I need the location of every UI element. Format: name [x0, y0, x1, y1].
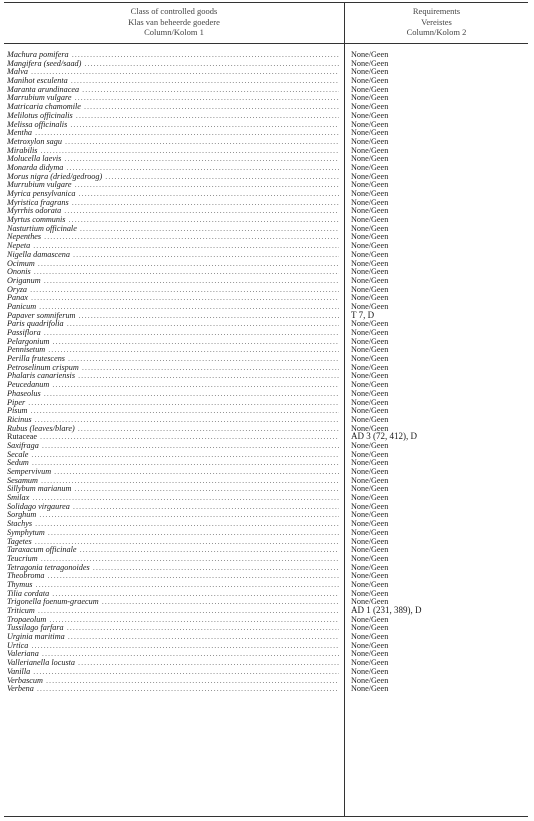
goods-class-cell: Panax ..... [7, 293, 339, 302]
requirement-cell: None/Geen [351, 501, 389, 511]
goods-class-cell: Monarda didyma ..... [7, 163, 339, 172]
goods-class-cell: Tropaeolum ..... [7, 615, 339, 624]
goods-class-cell: Myrrhis odorata ..... [7, 206, 339, 215]
requirement-cell: None/Geen [351, 388, 389, 398]
requirement-cell: None/Geen [351, 93, 389, 103]
requirement-cell: None/Geen [351, 397, 389, 407]
requirement-cell: None/Geen [351, 380, 389, 390]
goods-class-cell: Peucedanum ..... [7, 380, 339, 389]
header-col1-line-2: Klas van beheerde goedere [128, 16, 220, 27]
requirement-cell: None/Geen [351, 579, 389, 589]
requirement-cell: None/Geen [351, 267, 389, 277]
goods-class-cell: Urginia maritima ..... [7, 632, 339, 641]
goods-class-cell: Sillybum marianum ..... [7, 484, 339, 493]
requirement-cell: None/Geen [351, 206, 389, 216]
requirement-cell: None/Geen [351, 562, 389, 572]
requirement-cell: None/Geen [351, 119, 389, 129]
requirement-cell: None/Geen [351, 319, 389, 329]
goods-class-cell: Ricinus ..... [7, 415, 339, 424]
goods-class-cell: Pisum ..... [7, 406, 339, 415]
goods-class-cell: Sorghum ..... [7, 510, 339, 519]
goods-class-cell: Perilla frutescens ..... [7, 354, 339, 363]
goods-class-cell: Pennisetum ..... [7, 345, 339, 354]
requirement-cell: None/Geen [351, 423, 389, 433]
header-col1-line-3: Column/Kolom 1 [144, 27, 204, 37]
goods-class-cell: Melilotus officinalis ..... [7, 111, 339, 120]
goods-class-cell: Rubus (leaves/blare) ..... [7, 424, 339, 433]
goods-class-cell: Solidago virgaurea ..... [7, 502, 339, 511]
goods-class-cell: Taraxacum officinale ..... [7, 545, 339, 554]
header-col2-line-3: Column/Kolom 2 [406, 27, 467, 37]
requirement-cell: None/Geen [351, 414, 389, 424]
goods-class-cell: Phalaris canariensis ..... [7, 371, 339, 380]
goods-class-cell: Maranta arundinacea ..... [7, 85, 339, 94]
goods-class-cell: Tilia cordata ..... [7, 589, 339, 598]
goods-class-cell: Ocimum ..... [7, 259, 339, 268]
goods-class-cell: Thymus ..... [7, 580, 339, 589]
goods-class-cell: Urtica ..... [7, 641, 339, 650]
requirement-cell: T 7, D [351, 310, 375, 320]
requirement-cell: None/Geen [351, 527, 389, 537]
requirement-cell: None/Geen [351, 640, 389, 650]
goods-class-cell: Marrubium vulgare ..... [7, 93, 339, 102]
requirement-cell: None/Geen [351, 475, 389, 485]
requirement-cell: None/Geen [351, 284, 389, 294]
goods-class-cell: Stachys ..... [7, 519, 339, 528]
requirement-cell: None/Geen [351, 171, 389, 181]
requirement-cell: None/Geen [351, 614, 389, 624]
requirement-cell: None/Geen [351, 553, 389, 563]
requirement-cell: None/Geen [351, 336, 389, 346]
requirement-cell: AD 3 (72, 412), D [351, 432, 417, 442]
goods-class-cell: Vanilla ..... [7, 667, 339, 676]
requirement-cell: None/Geen [351, 362, 389, 372]
header-col2-line-1: Requirements [412, 6, 461, 16]
requirement-cell: None/Geen [351, 293, 389, 303]
requirement-cell: None/Geen [351, 571, 389, 581]
goods-class-cell: Myristica fragrans ..... [7, 198, 339, 207]
header-column-1 [4, 6, 344, 38]
requirement-cell: AD 1 (231, 389), D [351, 606, 422, 615]
goods-class-cell: Myrica pensylvanica ..... [7, 189, 339, 198]
requirement-cell: None/Geen [351, 232, 389, 242]
requirement-cell: None/Geen [351, 50, 389, 59]
goods-class-cell: Paris quadrifolia ..... [7, 319, 339, 328]
goods-class-cell: Manihot esculenta ..... [7, 76, 339, 85]
goods-class-cell: Tagetes ..... [7, 537, 339, 546]
goods-class-cell: Phaseolus ..... [7, 389, 339, 398]
requirement-cell: None/Geen [351, 632, 389, 642]
requirement-cell: None/Geen [351, 84, 389, 94]
goods-class-cell: Murrubium vulgare ..... [7, 180, 339, 189]
requirement-cell: None/Geen [351, 588, 389, 598]
goods-class-cell: Tetragonia tetragonoides ..... [7, 563, 339, 572]
goods-class-cell: Origanum ..... [7, 276, 339, 285]
requirement-cell: None/Geen [351, 354, 389, 364]
header-column-2 [345, 6, 528, 38]
requirement-cell: None/Geen [351, 128, 389, 138]
requirement-cell: None/Geen [351, 658, 389, 668]
goods-class-cell: Nasturtium officinale ..... [7, 224, 339, 233]
goods-class-cell: Triticum ..... [7, 606, 339, 615]
requirement-cell: None/Geen [351, 145, 389, 155]
requirement-cell: None/Geen [351, 301, 389, 311]
requirement-cell: None/Geen [351, 67, 389, 77]
requirement-cell: None/Geen [351, 249, 389, 259]
goods-class-cell: Verbascum ..... [7, 676, 339, 685]
goods-class-cell: Verbena ..... [7, 684, 339, 693]
goods-class-cell: Secale ..... [7, 450, 339, 459]
requirement-cell: None/Geen [351, 440, 389, 450]
requirement-cell: None/Geen [351, 597, 389, 607]
goods-class-cell: Nigella damascena ..... [7, 250, 339, 259]
requirement-cell: None/Geen [351, 666, 389, 676]
goods-class-cell: Mentha ..... [7, 128, 339, 137]
requirement-cell: None/Geen [351, 345, 389, 355]
goods-class-cell: Nepeta ..... [7, 241, 339, 250]
goods-class-cell: Mirabilis ..... [7, 146, 339, 155]
goods-class-cell: Malva ..... [7, 67, 339, 76]
table-row [4, 685, 528, 694]
goods-class-cell: Sesamum ..... [7, 476, 339, 485]
requirement-cell: None/Geen [351, 58, 389, 68]
requirement-cell: None/Geen [351, 458, 389, 468]
goods-class-cell: Oryza ..... [7, 285, 339, 294]
requirement-cell: None/Geen [351, 449, 389, 459]
goods-class-cell: Myrtus communis ..... [7, 215, 339, 224]
requirement-cell: None/Geen [351, 154, 389, 164]
goods-class-cell: Saxifraga ..... [7, 441, 339, 450]
requirement-cell: None/Geen [351, 371, 389, 381]
goods-class-cell: Smilax ..... [7, 493, 339, 502]
requirement-cell: None/Geen [351, 241, 389, 251]
controlled-goods-table [4, 2, 528, 817]
requirement-cell: None/Geen [351, 675, 389, 685]
requirement-cell: None/Geen [351, 545, 389, 555]
goods-class-cell: Petroselinum crispum ..... [7, 363, 339, 372]
requirement-cell: None/Geen [351, 189, 389, 198]
goods-class-cell: Piper ..... [7, 398, 339, 407]
requirement-cell: None/Geen [351, 649, 389, 659]
goods-class-cell: Ononis ..... [7, 267, 339, 276]
goods-class-cell: Tussilago farfara ..... [7, 623, 339, 632]
goods-class-cell: Papaver somniferum ..... [7, 311, 339, 320]
goods-class-cell: Passiflora ..... [7, 328, 339, 337]
goods-class-cell: Theobroma ..... [7, 571, 339, 580]
requirement-cell: None/Geen [351, 180, 389, 190]
requirement-cell: None/Geen [351, 162, 389, 172]
requirement-cell: None/Geen [351, 510, 389, 520]
goods-class-cell: Symphytum ..... [7, 528, 339, 537]
goods-class-cell: Trigonella foenum-graecum ..... [7, 597, 339, 606]
requirement-cell: None/Geen [351, 197, 389, 207]
requirement-cell: None/Geen [351, 623, 389, 633]
goods-class-cell: Rutaceae ..... [7, 432, 339, 441]
goods-class-cell: Mangifera (seed/saad) ..... [7, 59, 339, 68]
requirement-cell: None/Geen [351, 76, 389, 86]
goods-class-cell: Molucella laevis ..... [7, 154, 339, 163]
requirement-cell: None/Geen [351, 406, 389, 416]
goods-class-cell: Teucrium ..... [7, 554, 339, 563]
requirement-cell: None/Geen [351, 223, 389, 233]
goods-class-cell: Vallerianella locusta ..... [7, 658, 339, 667]
goods-class-cell: Valeriana ..... [7, 649, 339, 658]
requirement-cell: None/Geen [351, 258, 389, 268]
header-col2-line-2: Vereistes [421, 16, 452, 27]
goods-class-cell: Matricaria chamomile ..... [7, 102, 339, 111]
table-header [4, 2, 528, 44]
goods-class-cell: Morus nigra (dried/gedroog) ..... [7, 172, 339, 181]
goods-class-cell: Machura pomifera ..... [7, 50, 339, 59]
requirement-cell: None/Geen [351, 536, 389, 546]
goods-class-cell: Nepenthes ..... [7, 232, 339, 241]
requirement-cell: None/Geen [351, 519, 389, 529]
table-bottom-rule [4, 816, 528, 817]
requirement-cell: None/Geen [351, 110, 389, 120]
goods-class-cell: Melissa officinalis ..... [7, 120, 339, 129]
requirement-cell: None/Geen [351, 215, 389, 225]
requirement-cell: None/Geen [351, 275, 389, 285]
requirement-cell: None/Geen [351, 467, 389, 476]
requirement-cell: None/Geen [351, 684, 389, 694]
goods-class-cell: Metroxylon sagu ..... [7, 137, 339, 146]
requirement-cell: None/Geen [351, 136, 389, 146]
requirement-cell: None/Geen [351, 493, 389, 503]
goods-class-cell: Sempervivum ..... [7, 467, 339, 476]
goods-class-cell: Panicum ..... [7, 302, 339, 311]
requirement-cell: None/Geen [351, 102, 389, 112]
table-body [4, 51, 528, 694]
requirement-cell: None/Geen [351, 484, 389, 494]
requirement-cell: None/Geen [351, 328, 389, 337]
goods-class-cell: Sedum ..... [7, 458, 339, 467]
goods-class-cell: Pelargonium ..... [7, 337, 339, 346]
header-col1-line-1: Class of controlled goods [130, 6, 218, 16]
